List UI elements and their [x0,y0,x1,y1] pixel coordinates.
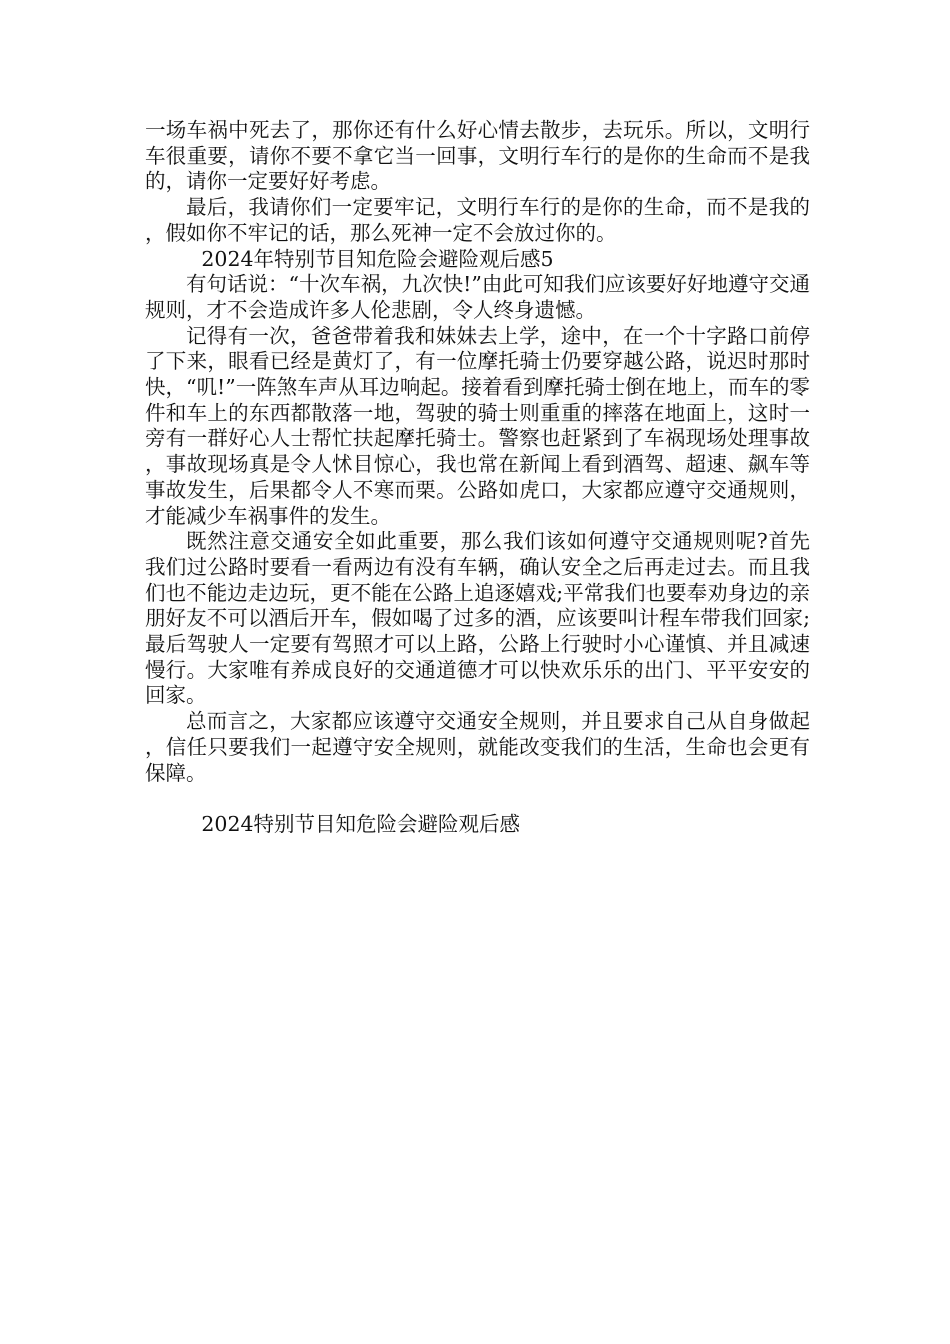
paragraph-memory: 记得有一次，爸爸带着我和妹妹去上学，途中，在一个十字路口前停了下来，眼看已经是黄灯了，有一位摩托骑士仍要穿越公路，说迟时那时快，“叽!”一阵煞车声从耳边响起。接着看到摩托骑士倒在地上，而车的零件和车上的东西都散落一地，驾驶的骑士则重重的摔落在地面上，这时一旁有一群好心人士帮忙扶起摩托骑士。警察也赶紧到了车祸现场处理事故，事故现场真是令人怵目惊心，我也常在新闻上看到酒驾、超速、飙车等事故发生，后果都令人不寒而栗。公路如虎口，大家都应遵守交通规则，才能减少车祸事件的发生。 [145,323,810,528]
paragraph-continuation: 一场车祸中死去了，那你还有什么好心情去散步，去玩乐。所以，文明行车很重要，请你不要不拿它当一回事，文明行车行的是你的生命而不是我的，请你一定要好好考虑。 [145,118,810,194]
paragraph-conclusion: 总而言之，大家都应该遵守交通安全规则，并且要求自己从自身做起，信任只要我们一起遵守安全规则，就能改变我们的生活，生命也会更有保障。 [145,709,810,785]
paragraph-how-to-obey: 既然注意交通安全如此重要，那么我们该如何遵守交通规则呢?首先我们过公路时要看一看两边有没有车辆，确认安全之后再走过去。而且我们也不能边走边玩，更不能在公路上追逐嬉戏;平常我们也要奉劝身边的亲朋好友不可以酒后开车，假如喝了过多的酒，应该要叫计程车带我们回家;最后驾驶人一定要有驾照才可以上路，公路上行驶时小心谨慎、并且减速慢行。大家唯有养成良好的交通道德才可以快欢乐乐的出门、平平安安的回家。 [145,529,810,708]
document-body [145,118,810,838]
document-footer-title: 2024特别节目知危险会避险观后感 [201,811,521,836]
paragraph-saying: 有句话说：“十次车祸，九次快!”由此可知我们应该要好好地遵守交通规则，才不会造成许多人伦悲剧，令人终身遗憾。 [145,272,810,322]
paragraph-final-reminder: 最后，我请你们一定要牢记，文明行车行的是你的生命，而不是我的，假如你不牢记的话，那么死神一定不会放过你的。 [145,195,810,245]
section-heading-5: 2024年特别节目知危险会避险观后感5 [201,246,554,271]
